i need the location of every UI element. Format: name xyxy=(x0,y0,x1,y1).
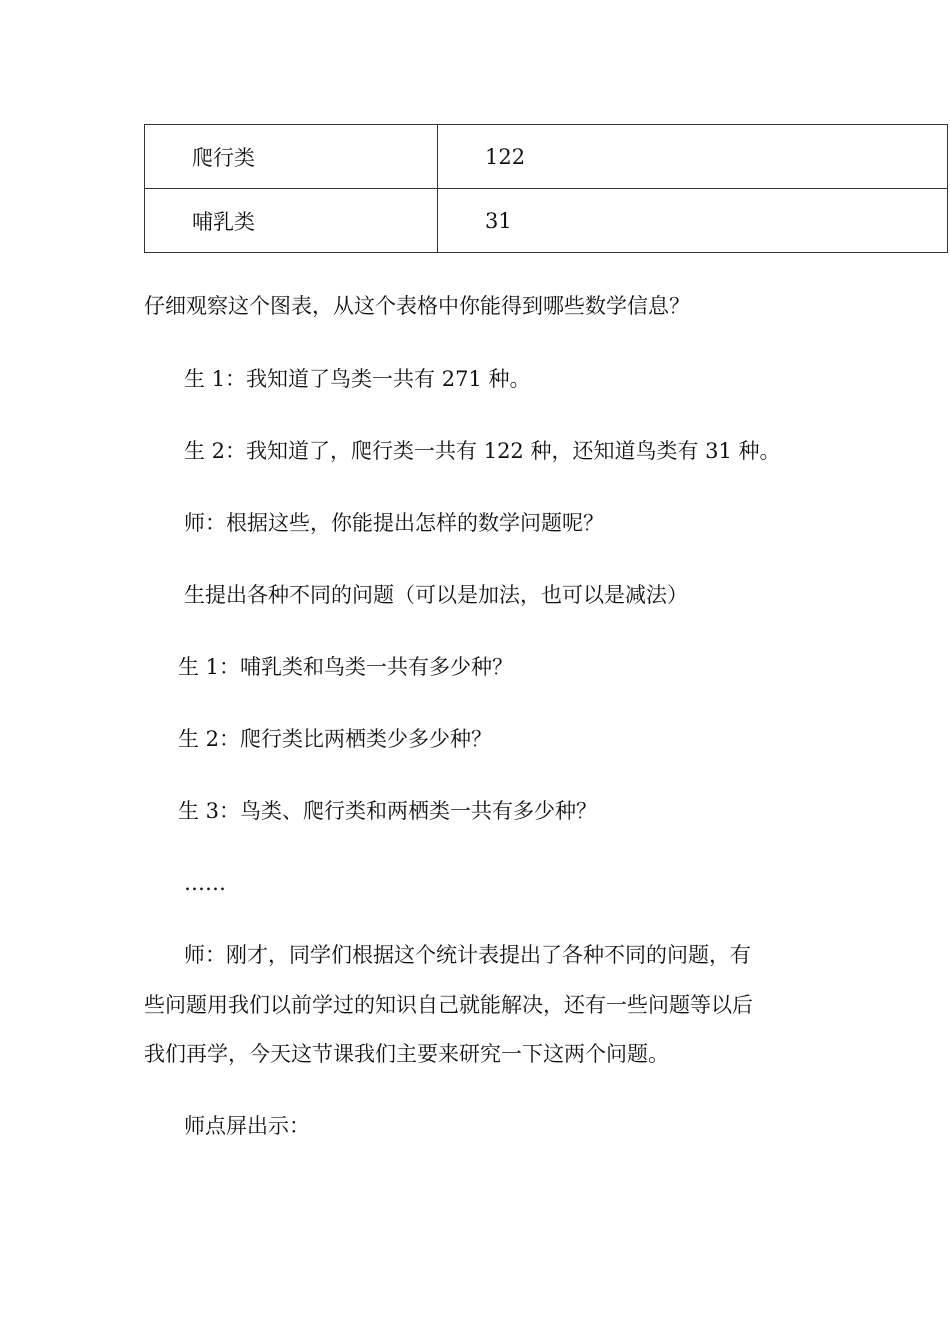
table-row xyxy=(145,189,948,253)
teacher-question: 师：根据这些，你能提出怎样的数学问题呢？ xyxy=(184,511,604,535)
table-cell-category: 爬行类 xyxy=(145,125,438,189)
teacher-summary-line-2: 些问题用我们以前学过的知识自己就能解决，还有一些问题等以后 xyxy=(144,993,753,1017)
table-cell-value: 31 xyxy=(438,189,948,253)
table-row xyxy=(145,125,948,189)
ellipsis: …… xyxy=(184,871,226,895)
student-question-1: 生 1：哺乳类和鸟类一共有多少种？ xyxy=(178,655,514,679)
table-cell-value: 122 xyxy=(438,125,948,189)
students-pose-questions: 生提出各种不同的问题（可以是加法，也可以是减法） xyxy=(184,583,688,607)
teacher-summary-line-1: 师：刚才，同学们根据这个统计表提出了各种不同的问题，有 xyxy=(184,943,751,967)
question-paragraph: 仔细观察这个图表，从这个表格中你能得到哪些数学信息？ xyxy=(144,294,690,318)
student-question-3: 生 3：鸟类、爬行类和两栖类一共有多少种？ xyxy=(178,799,598,823)
student-question-2: 生 2：爬行类比两栖类少多少种？ xyxy=(178,727,493,751)
table-cell-category: 哺乳类 xyxy=(145,189,438,253)
teacher-summary-line-3: 我们再学，今天这节课我们主要来研究一下这两个问题。 xyxy=(144,1042,669,1066)
student-answer-1: 生 1：我知道了鸟类一共有 271 种。 xyxy=(184,367,531,391)
student-answer-2: 生 2：我知道了，爬行类一共有 122 种，还知道鸟类有 31 种。 xyxy=(184,439,781,463)
teacher-shows-screen: 师点屏出示： xyxy=(184,1114,310,1138)
statistics-table xyxy=(144,124,948,253)
